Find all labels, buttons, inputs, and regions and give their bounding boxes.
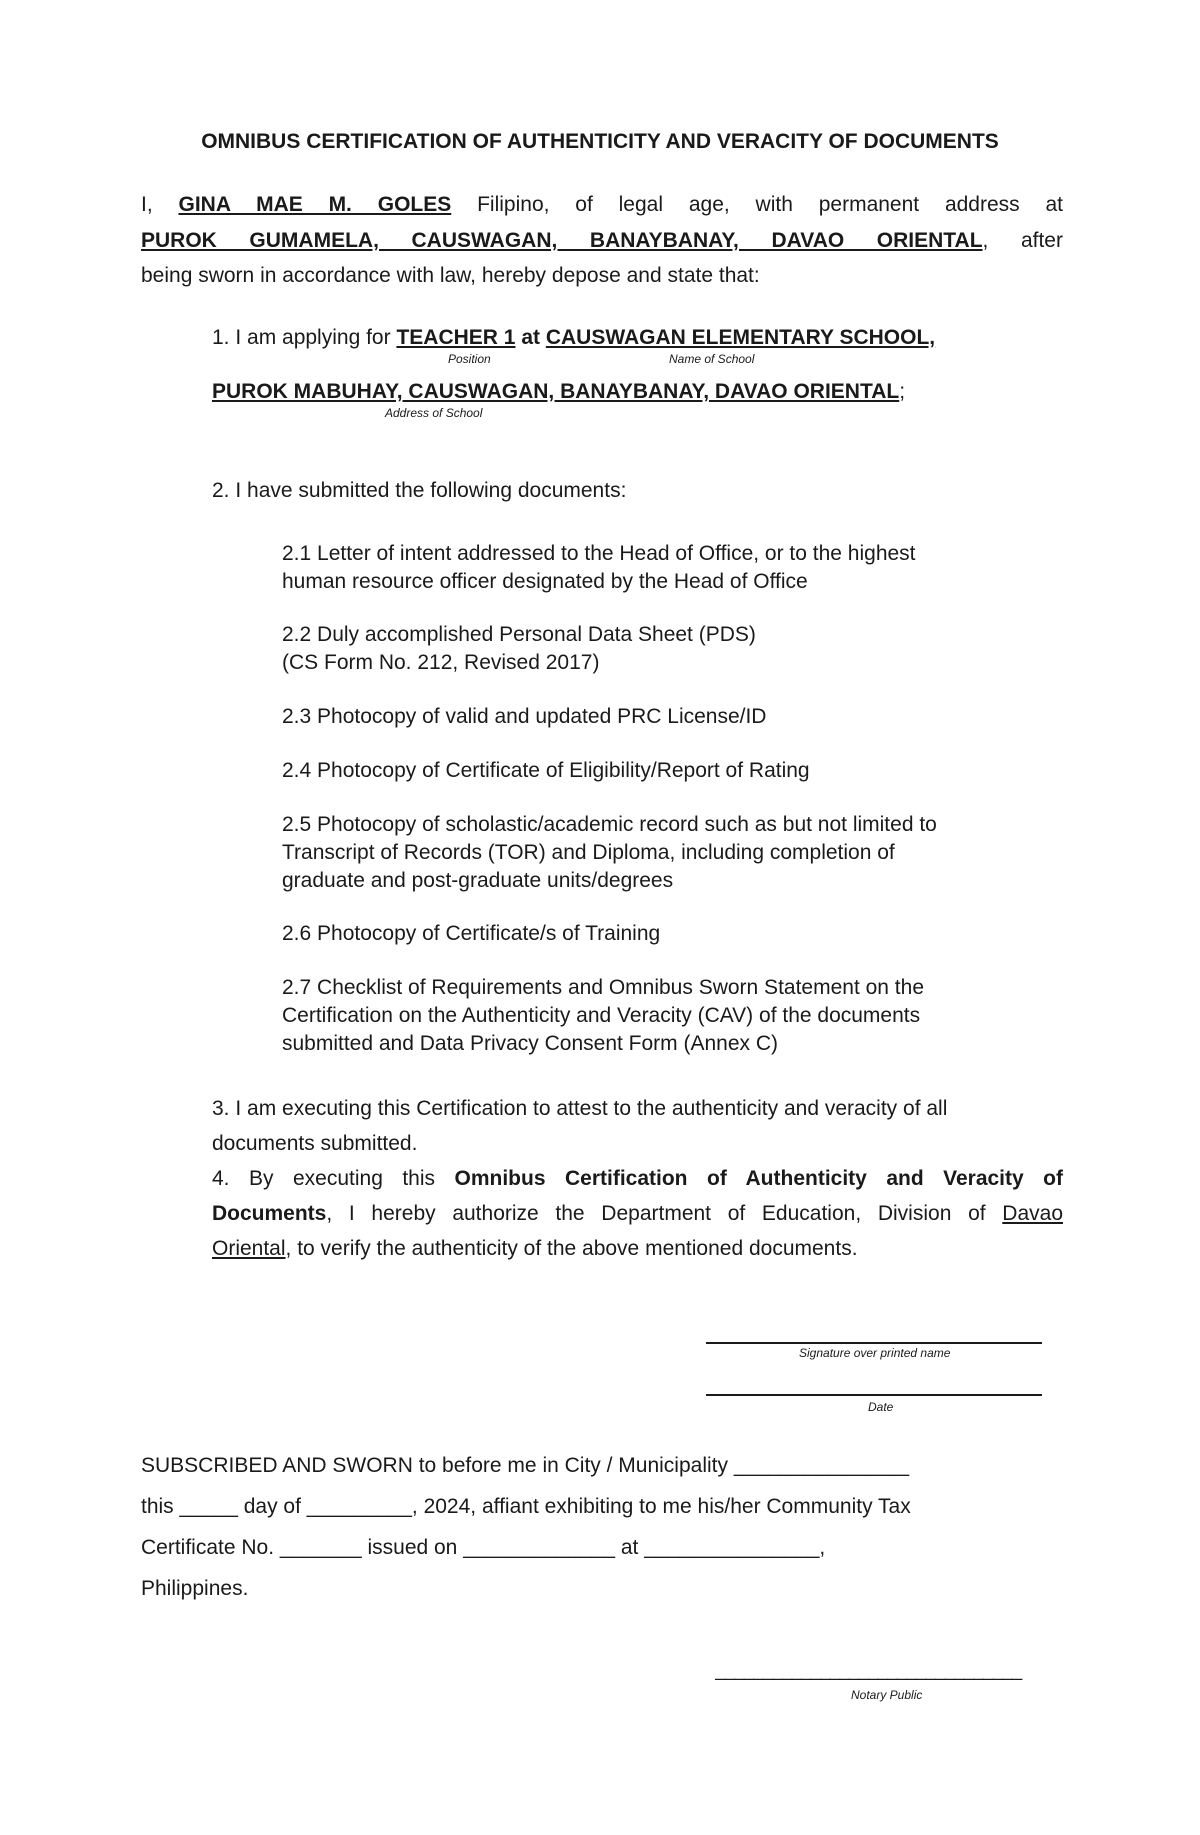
signature-caption: Signature over printed name	[799, 1346, 951, 1360]
notary-caption: Notary Public	[851, 1688, 923, 1702]
document-title: OMNIBUS CERTIFICATION OF AUTHENTICITY AND VERACITY OF DOCUMENTS	[201, 130, 999, 153]
item-2-heading: 2. I have submitted the following documents:	[212, 479, 627, 502]
intro-text-filipino: Filipino, of legal age, with permanent address at	[477, 193, 1064, 216]
school-address-caption: Address of School	[385, 406, 483, 420]
item-3-line-1: 3. I am executing this Certification to attest to the authenticity and veracity of all	[212, 1097, 948, 1120]
document-line: Transcript of Records (TOR) and Diploma, including completion of	[282, 841, 895, 864]
position-value: TEACHER 1	[396, 326, 516, 349]
division-name-part-2: Oriental	[212, 1237, 286, 1260]
date-line	[706, 1394, 1042, 1396]
notary-line: ________________________________	[715, 1660, 1022, 1681]
jurat-line-3: Certificate No. _______ issued on _____________ at _______________,	[141, 1536, 826, 1559]
document-line: 2.7 Checklist of Requirements and Omnibus Sworn Statement on the	[282, 976, 924, 999]
permanent-address: PUROK GUMAMELA, CAUSWAGAN, BANAYBANAY, DAVAO ORIENTAL	[141, 229, 983, 252]
intro-text-after: , after	[982, 229, 1063, 252]
document-item-2-5	[282, 811, 937, 895]
document-line: Certification on the Authenticity and Veracity (CAV) of the documents	[282, 1004, 921, 1027]
document-line: 2.5 Photocopy of scholastic/academic record such as but not limited to	[282, 813, 937, 836]
item-1-at: at	[521, 326, 540, 349]
jurat-line-1: SUBSCRIBED AND SWORN to before me in City / Municipality _______________	[141, 1454, 910, 1477]
document-item-2-4	[282, 757, 810, 785]
document-item-2-2	[282, 621, 756, 677]
intro-line-2	[141, 229, 1063, 253]
intro-line-1	[141, 193, 1063, 217]
division-name-part-1: Davao	[1002, 1202, 1063, 1225]
jurat-line-4: Philippines.	[141, 1577, 249, 1600]
item-4-documents-group	[212, 1202, 986, 1225]
item-4-authorize-text: , I hereby authorize the Department of Education, Division of	[326, 1202, 986, 1225]
item-3-line-2: documents submitted.	[212, 1132, 418, 1155]
intro-line-3: being sworn in accordance with law, hereby depose and state that:	[141, 264, 760, 287]
document-line: graduate and post-graduate units/degrees	[282, 869, 674, 892]
intro-text-i: I,	[141, 193, 153, 216]
item-4-line-3	[212, 1237, 858, 1261]
item-4-bold-title: Omnibus Certification of Authenticity and Veracity of	[454, 1167, 1063, 1190]
document-item-2-1	[282, 540, 916, 596]
item-4-bold-documents: Documents	[212, 1202, 327, 1225]
item-4-prefix: 4. By executing this	[212, 1167, 436, 1190]
item-1-prefix: 1. I am applying for	[212, 326, 391, 349]
document-line: submitted and Data Privacy Consent Form (Annex C)	[282, 1032, 779, 1055]
document-line: 2.2 Duly accomplished Personal Data Sheet (PDS)	[282, 623, 756, 646]
position-caption: Position	[448, 352, 491, 366]
document-line: 2.1 Letter of intent addressed to the Head of Office, or to the highest	[282, 542, 916, 565]
school-address-line	[212, 380, 905, 404]
signature-line	[706, 1342, 1042, 1344]
document-line: 2.4 Photocopy of Certificate of Eligibility/Report of Rating	[282, 759, 810, 782]
document-line: (CS Form No. 212, Revised 2017)	[282, 651, 600, 674]
school-address-value: PUROK MABUHAY, CAUSWAGAN, BANAYBANAY, DAVAO ORIENTAL	[212, 380, 900, 403]
document-line: 2.6 Photocopy of Certificate/s of Training	[282, 922, 661, 945]
school-name-value: CAUSWAGAN ELEMENTARY SCHOOL,	[545, 326, 936, 349]
item-1-line	[212, 326, 935, 350]
document-item-2-7	[282, 974, 924, 1058]
item-4-line-2	[212, 1202, 1063, 1226]
school-name-caption: Name of School	[669, 352, 755, 366]
jurat-line-2: this _____ day of _________, 2024, affiant exhibiting to me his/her Community Tax	[141, 1495, 911, 1518]
document-item-2-3	[282, 703, 766, 731]
date-caption: Date	[868, 1400, 894, 1414]
document-line: human resource officer designated by the Head of Office	[282, 570, 808, 593]
item-4-verify-text: , to verify the authenticity of the above mentioned documents.	[285, 1237, 858, 1260]
applicant-name: GINA MAE M. GOLES	[178, 193, 452, 216]
document-line: 2.3 Photocopy of valid and updated PRC License/ID	[282, 705, 767, 728]
document-item-2-6	[282, 920, 660, 948]
school-address-semicolon: ;	[899, 380, 906, 403]
item-4-line-1	[212, 1167, 1063, 1191]
